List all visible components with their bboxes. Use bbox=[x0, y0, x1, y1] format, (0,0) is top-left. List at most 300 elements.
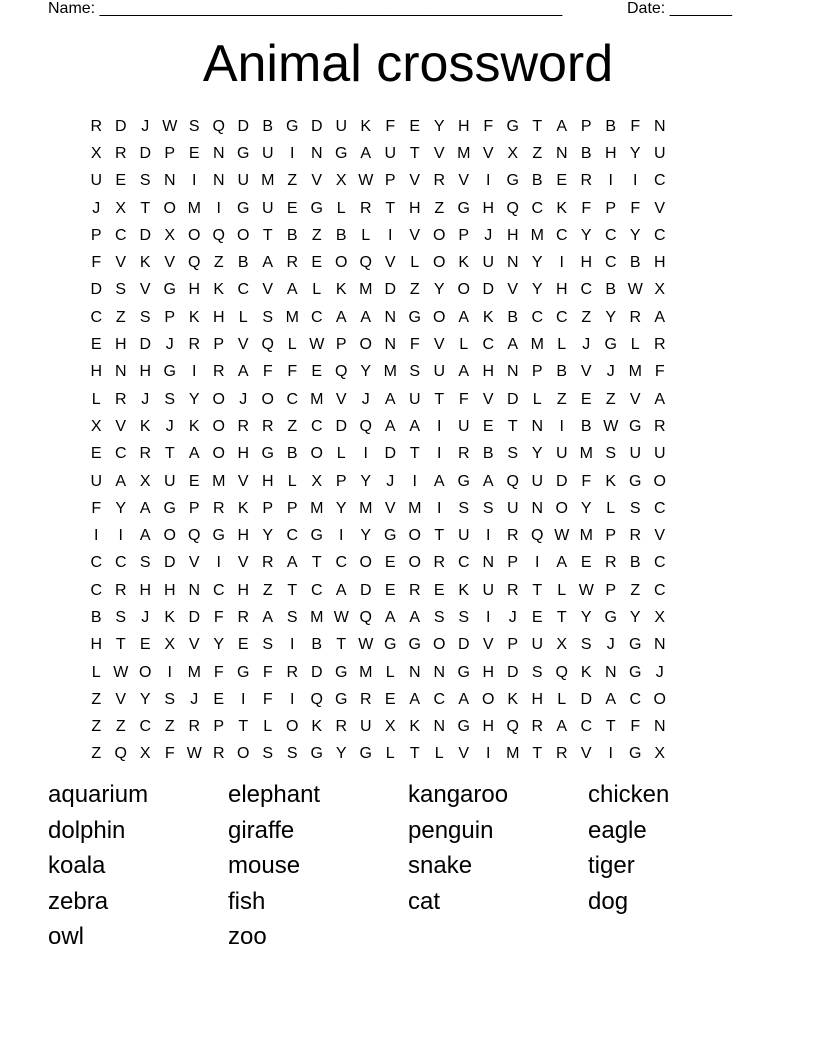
grid-letter: M bbox=[310, 390, 324, 408]
grid-letter: R bbox=[261, 554, 274, 572]
grid-letter: B bbox=[580, 417, 592, 435]
grid-letter: C bbox=[629, 690, 642, 708]
grid-letter: K bbox=[556, 199, 568, 217]
word-list bbox=[48, 779, 768, 957]
grid-letter: Y bbox=[335, 745, 347, 763]
grid-row bbox=[84, 495, 734, 522]
grid-letter: O bbox=[433, 254, 446, 272]
grid-letter: P bbox=[605, 581, 617, 599]
grid-letter: D bbox=[139, 226, 152, 244]
grid-letter: L bbox=[532, 390, 542, 408]
grid-letter: G bbox=[310, 745, 323, 763]
grid-letter: M bbox=[285, 308, 299, 326]
grid-letter: O bbox=[163, 527, 176, 545]
grid-letter: U bbox=[359, 718, 372, 736]
grid-letter: S bbox=[286, 745, 298, 763]
grid-letter: P bbox=[507, 554, 519, 572]
grid-letter: B bbox=[335, 226, 347, 244]
grid-letter: O bbox=[212, 417, 225, 435]
grid-letter: E bbox=[237, 636, 249, 654]
grid-letter: B bbox=[311, 636, 323, 654]
grid-letter: G bbox=[629, 745, 642, 763]
grid-letter: Y bbox=[531, 281, 543, 299]
grid-letter: T bbox=[287, 581, 298, 599]
grid-letter: Z bbox=[581, 308, 592, 326]
grid-letter: W bbox=[627, 281, 643, 299]
grid-letter: I bbox=[118, 527, 123, 545]
grid-letter: Q bbox=[114, 745, 127, 763]
grid-letter: S bbox=[188, 117, 200, 135]
grid-letter: I bbox=[412, 472, 417, 490]
grid-letter: E bbox=[409, 117, 421, 135]
grid-letter: A bbox=[654, 308, 666, 326]
grid-letter: S bbox=[409, 363, 421, 381]
grid-letter: N bbox=[604, 663, 617, 681]
grid-letter: Y bbox=[360, 527, 372, 545]
grid-letter: C bbox=[90, 554, 103, 572]
grid-letter: X bbox=[384, 718, 396, 736]
grid-letter: D bbox=[335, 417, 348, 435]
grid-letter: I bbox=[192, 172, 197, 190]
grid-letter: Q bbox=[359, 254, 372, 272]
grid-letter: I bbox=[486, 608, 491, 626]
grid-letter: M bbox=[310, 499, 324, 517]
grid-letter: F bbox=[630, 117, 641, 135]
grid-letter: V bbox=[164, 254, 176, 272]
grid-letter: E bbox=[286, 199, 298, 217]
grid-letter: P bbox=[335, 336, 347, 354]
grid-letter: O bbox=[408, 554, 421, 572]
grid-letter: Y bbox=[580, 226, 592, 244]
grid-letter: F bbox=[483, 117, 494, 135]
grid-letter: J bbox=[165, 336, 174, 354]
grid-letter: J bbox=[606, 636, 615, 654]
grid-letter: C bbox=[90, 308, 103, 326]
grid-letter: N bbox=[384, 308, 397, 326]
grid-letter: U bbox=[653, 445, 666, 463]
grid-letter: Z bbox=[164, 718, 175, 736]
grid-letter: U bbox=[163, 472, 176, 490]
grid-letter: W bbox=[578, 581, 594, 599]
grid-letter: U bbox=[482, 581, 495, 599]
grid-letter: G bbox=[629, 663, 642, 681]
grid-letter: G bbox=[335, 144, 348, 162]
grid-letter: D bbox=[237, 117, 250, 135]
grid-letter: J bbox=[141, 117, 150, 135]
grid-letter: C bbox=[482, 336, 495, 354]
grid-letter: H bbox=[139, 363, 152, 381]
grid-letter: F bbox=[581, 472, 592, 490]
grid-letter: H bbox=[261, 472, 274, 490]
grid-letter: G bbox=[310, 527, 323, 545]
grid-letter: R bbox=[237, 417, 250, 435]
grid-letter: I bbox=[167, 663, 172, 681]
word-list-item: aquarium bbox=[48, 781, 149, 808]
grid-letter: G bbox=[212, 527, 225, 545]
grid-letter: Q bbox=[188, 527, 201, 545]
grid-letter: B bbox=[262, 117, 274, 135]
grid-letter: O bbox=[188, 226, 201, 244]
grid-letter: V bbox=[458, 172, 470, 190]
grid-letter: A bbox=[409, 690, 421, 708]
grid-letter: S bbox=[139, 308, 151, 326]
grid-letter: X bbox=[164, 636, 176, 654]
grid-row bbox=[84, 714, 734, 741]
grid-letter: X bbox=[115, 199, 127, 217]
grid-letter: L bbox=[287, 336, 297, 354]
grid-letter: Y bbox=[629, 608, 641, 626]
grid-letter: A bbox=[139, 527, 151, 545]
grid-letter: U bbox=[506, 499, 519, 517]
grid-row bbox=[84, 632, 734, 659]
grid-letter: N bbox=[653, 636, 666, 654]
grid-letter: E bbox=[213, 690, 225, 708]
grid-letter: T bbox=[532, 581, 543, 599]
grid-letter: R bbox=[114, 581, 127, 599]
grid-letter: O bbox=[335, 254, 348, 272]
grid-letter: I bbox=[216, 199, 221, 217]
grid-letter: G bbox=[163, 281, 176, 299]
grid-letter: O bbox=[212, 390, 225, 408]
grid-letter: R bbox=[653, 417, 666, 435]
grid-letter: Z bbox=[213, 254, 224, 272]
grid-letter: Z bbox=[532, 144, 543, 162]
grid-letter: S bbox=[262, 636, 274, 654]
grid-letter: F bbox=[458, 390, 469, 408]
grid-letter: F bbox=[91, 499, 102, 517]
grid-letter: Y bbox=[531, 445, 543, 463]
word-list-item: kangaroo bbox=[408, 781, 509, 808]
grid-letter: D bbox=[139, 144, 152, 162]
grid-letter: M bbox=[457, 144, 471, 162]
grid-row bbox=[84, 577, 734, 604]
grid-letter: R bbox=[580, 172, 593, 190]
grid-letter: V bbox=[482, 390, 494, 408]
grid-letter: O bbox=[433, 226, 446, 244]
grid-letter: G bbox=[629, 472, 642, 490]
grid-letter: H bbox=[163, 581, 176, 599]
grid-letter: G bbox=[384, 527, 397, 545]
grid-letter: R bbox=[359, 690, 372, 708]
grid-letter: C bbox=[604, 254, 617, 272]
grid-letter: C bbox=[433, 690, 446, 708]
grid-letter: P bbox=[188, 499, 200, 517]
grid-row bbox=[84, 468, 734, 495]
grid-letter: M bbox=[359, 281, 373, 299]
word-list-item: zoo bbox=[228, 923, 267, 950]
grid-letter: T bbox=[385, 199, 396, 217]
grid-letter: L bbox=[557, 336, 567, 354]
grid-letter: D bbox=[384, 281, 397, 299]
grid-letter: F bbox=[630, 718, 641, 736]
grid-letter: L bbox=[434, 745, 444, 763]
grid-letter: P bbox=[335, 472, 347, 490]
grid-letter: S bbox=[458, 608, 470, 626]
grid-letter: V bbox=[237, 472, 249, 490]
grid-letter: X bbox=[90, 417, 102, 435]
grid-letter: W bbox=[358, 172, 374, 190]
grid-letter: G bbox=[629, 417, 642, 435]
grid-letter: X bbox=[556, 636, 568, 654]
grid-letter: Q bbox=[506, 472, 519, 490]
grid-letter: B bbox=[605, 117, 617, 135]
grid-letter: T bbox=[532, 745, 543, 763]
grid-letter: E bbox=[90, 445, 102, 463]
date-field-label: Date: _______ bbox=[627, 0, 732, 17]
grid-letter: E bbox=[90, 336, 102, 354]
grid-letter: T bbox=[336, 636, 347, 654]
grid-letter: O bbox=[310, 445, 323, 463]
grid-letter: U bbox=[261, 199, 274, 217]
grid-letter: I bbox=[535, 554, 540, 572]
grid-letter: V bbox=[115, 417, 127, 435]
grid-letter: T bbox=[262, 226, 273, 244]
grid-row bbox=[84, 140, 734, 167]
grid-letter: R bbox=[261, 417, 274, 435]
grid-letter: V bbox=[237, 554, 249, 572]
grid-letter: N bbox=[506, 254, 519, 272]
grid-letter: T bbox=[409, 445, 420, 463]
grid-letter: Z bbox=[91, 745, 102, 763]
grid-letter: G bbox=[310, 199, 323, 217]
grid-letter: R bbox=[506, 527, 519, 545]
grid-letter: C bbox=[555, 308, 568, 326]
grid-letter: N bbox=[433, 663, 446, 681]
grid-letter: W bbox=[358, 636, 374, 654]
grid-letter: H bbox=[237, 445, 250, 463]
grid-letter: F bbox=[262, 363, 273, 381]
grid-letter: N bbox=[653, 117, 666, 135]
grid-letter: D bbox=[310, 117, 323, 135]
grid-letter: I bbox=[486, 172, 491, 190]
grid-letter: O bbox=[237, 226, 250, 244]
grid-letter: O bbox=[433, 636, 446, 654]
grid-letter: S bbox=[629, 499, 641, 517]
grid-letter: Y bbox=[115, 499, 127, 517]
grid-letter: D bbox=[506, 390, 519, 408]
grid-letter: H bbox=[482, 718, 495, 736]
grid-letter: R bbox=[212, 745, 225, 763]
grid-letter: W bbox=[162, 117, 178, 135]
grid-letter: K bbox=[139, 254, 151, 272]
grid-letter: M bbox=[579, 527, 593, 545]
grid-letter: F bbox=[164, 745, 175, 763]
grid-letter: C bbox=[653, 554, 666, 572]
grid-letter: Q bbox=[555, 663, 568, 681]
page-title: Animal crossword bbox=[202, 35, 614, 93]
grid-letter: F bbox=[91, 254, 102, 272]
grid-letter: G bbox=[384, 636, 397, 654]
grid-letter: V bbox=[458, 745, 470, 763]
grid-letter: D bbox=[555, 472, 568, 490]
grid-letter: U bbox=[653, 144, 666, 162]
grid-letter: H bbox=[139, 581, 152, 599]
word-list-item: eagle bbox=[588, 816, 647, 844]
grid-letter: R bbox=[188, 718, 201, 736]
grid-letter: R bbox=[604, 554, 617, 572]
grid-letter: O bbox=[457, 281, 470, 299]
grid-letter: P bbox=[458, 226, 470, 244]
grid-letter: Y bbox=[188, 390, 200, 408]
grid-letter: P bbox=[164, 144, 176, 162]
grid-letter: H bbox=[237, 581, 250, 599]
grid-letter: M bbox=[310, 608, 324, 626]
grid-letter: D bbox=[580, 690, 593, 708]
grid-letter: P bbox=[286, 499, 298, 517]
grid-letter: N bbox=[482, 554, 495, 572]
grid-letter: S bbox=[139, 554, 151, 572]
grid-letter: C bbox=[310, 581, 323, 599]
grid-letter: A bbox=[458, 363, 470, 381]
grid-letter: C bbox=[114, 554, 127, 572]
grid-letter: R bbox=[212, 499, 225, 517]
grid-letter: T bbox=[532, 117, 543, 135]
grid-letter: H bbox=[604, 144, 617, 162]
grid-letter: R bbox=[90, 117, 103, 135]
grid-letter: K bbox=[507, 690, 519, 708]
grid-letter: A bbox=[409, 417, 421, 435]
grid-letter: U bbox=[90, 172, 103, 190]
grid-letter: R bbox=[555, 745, 568, 763]
word-list-item: mouse bbox=[228, 852, 301, 879]
grid-letter: Y bbox=[605, 308, 617, 326]
grid-letter: V bbox=[482, 636, 494, 654]
grid-letter: B bbox=[237, 254, 249, 272]
word-list-item: dog bbox=[588, 887, 629, 915]
grid-letter: C bbox=[286, 527, 299, 545]
grid-letter: U bbox=[531, 636, 544, 654]
grid-letter: Y bbox=[580, 499, 592, 517]
grid-letter: G bbox=[359, 745, 372, 763]
grid-letter: C bbox=[90, 581, 103, 599]
grid-letter: V bbox=[654, 199, 666, 217]
grid-letter: M bbox=[530, 226, 544, 244]
grid-letter: F bbox=[654, 363, 665, 381]
grid-letter: Z bbox=[115, 308, 126, 326]
grid-letter: G bbox=[163, 499, 176, 517]
grid-letter: C bbox=[335, 554, 348, 572]
grid-letter: C bbox=[139, 718, 152, 736]
grid-letter: Q bbox=[310, 690, 323, 708]
grid-letter: Z bbox=[262, 581, 273, 599]
grid-letter: S bbox=[139, 172, 151, 190]
grid-letter: C bbox=[531, 308, 544, 326]
grid-letter: D bbox=[114, 117, 127, 135]
grid-letter: W bbox=[309, 336, 325, 354]
grid-letter: S bbox=[262, 308, 274, 326]
grid-letter: R bbox=[629, 308, 642, 326]
grid-letter: N bbox=[531, 499, 544, 517]
grid-letter: E bbox=[139, 636, 151, 654]
word-list-item: snake bbox=[408, 852, 473, 879]
grid-letter: C bbox=[457, 554, 470, 572]
word-list-item: cat bbox=[408, 887, 441, 915]
grid-letter: A bbox=[384, 417, 396, 435]
grid-letter: A bbox=[556, 117, 568, 135]
grid-letter: V bbox=[433, 336, 445, 354]
word-list-item: dolphin bbox=[48, 816, 126, 844]
grid-letter: V bbox=[384, 499, 396, 517]
grid-letter: J bbox=[190, 690, 199, 708]
grid-letter: A bbox=[115, 472, 127, 490]
grid-letter: X bbox=[164, 226, 176, 244]
grid-letter: R bbox=[188, 336, 201, 354]
grid-letter: C bbox=[580, 718, 593, 736]
grid-letter: Q bbox=[212, 117, 225, 135]
grid-letter: G bbox=[506, 117, 519, 135]
grid-letter: S bbox=[507, 445, 519, 463]
grid-letter: X bbox=[139, 745, 151, 763]
grid-letter: H bbox=[531, 690, 544, 708]
grid-letter: L bbox=[410, 254, 420, 272]
grid-letter: Z bbox=[630, 581, 641, 599]
grid-letter: I bbox=[216, 554, 221, 572]
grid-letter: S bbox=[433, 608, 445, 626]
grid-letter: A bbox=[237, 363, 249, 381]
grid-letter: Y bbox=[335, 499, 347, 517]
grid-letter: K bbox=[188, 417, 200, 435]
grid-letter: E bbox=[384, 581, 396, 599]
grid-letter: Z bbox=[605, 390, 616, 408]
grid-letter: G bbox=[604, 608, 617, 626]
grid-letter: I bbox=[437, 417, 442, 435]
grid-letter: E bbox=[384, 554, 396, 572]
grid-row bbox=[84, 331, 734, 358]
grid-letter: I bbox=[437, 445, 442, 463]
grid-row bbox=[84, 686, 734, 713]
grid-letter: M bbox=[628, 363, 642, 381]
grid-letter: P bbox=[90, 226, 102, 244]
grid-letter: J bbox=[239, 390, 248, 408]
grid-letter: K bbox=[605, 472, 617, 490]
grid-letter: I bbox=[608, 745, 613, 763]
grid-letter: Z bbox=[434, 199, 445, 217]
grid-letter: X bbox=[90, 144, 102, 162]
grid-letter: K bbox=[335, 281, 347, 299]
grid-letter: X bbox=[654, 745, 666, 763]
grid-letter: E bbox=[482, 417, 494, 435]
grid-letter: A bbox=[556, 554, 568, 572]
grid-letter: W bbox=[113, 663, 129, 681]
grid-letter: A bbox=[335, 581, 347, 599]
grid-row bbox=[84, 550, 734, 577]
word-list-item: owl bbox=[48, 923, 85, 950]
grid-letter: G bbox=[408, 308, 421, 326]
grid-letter: J bbox=[141, 608, 150, 626]
grid-letter: F bbox=[262, 690, 273, 708]
grid-letter: K bbox=[139, 417, 151, 435]
grid-letter: V bbox=[188, 636, 200, 654]
grid-letter: B bbox=[286, 445, 298, 463]
grid-letter: L bbox=[557, 581, 567, 599]
grid-letter: G bbox=[286, 117, 299, 135]
grid-letter: C bbox=[114, 445, 127, 463]
grid-letter: M bbox=[261, 172, 275, 190]
grid-letter: R bbox=[653, 336, 666, 354]
grid-letter: A bbox=[384, 390, 396, 408]
grid-letter: F bbox=[262, 663, 273, 681]
grid-letter: C bbox=[653, 499, 666, 517]
grid-letter: A bbox=[262, 608, 274, 626]
grid-row bbox=[84, 304, 734, 331]
grid-letter: E bbox=[311, 363, 323, 381]
grid-letter: R bbox=[359, 199, 372, 217]
grid-letter: R bbox=[286, 663, 299, 681]
grid-letter: K bbox=[213, 281, 225, 299]
grid-letter: V bbox=[580, 363, 592, 381]
grid-letter: R bbox=[139, 445, 152, 463]
grid-letter: U bbox=[457, 417, 470, 435]
